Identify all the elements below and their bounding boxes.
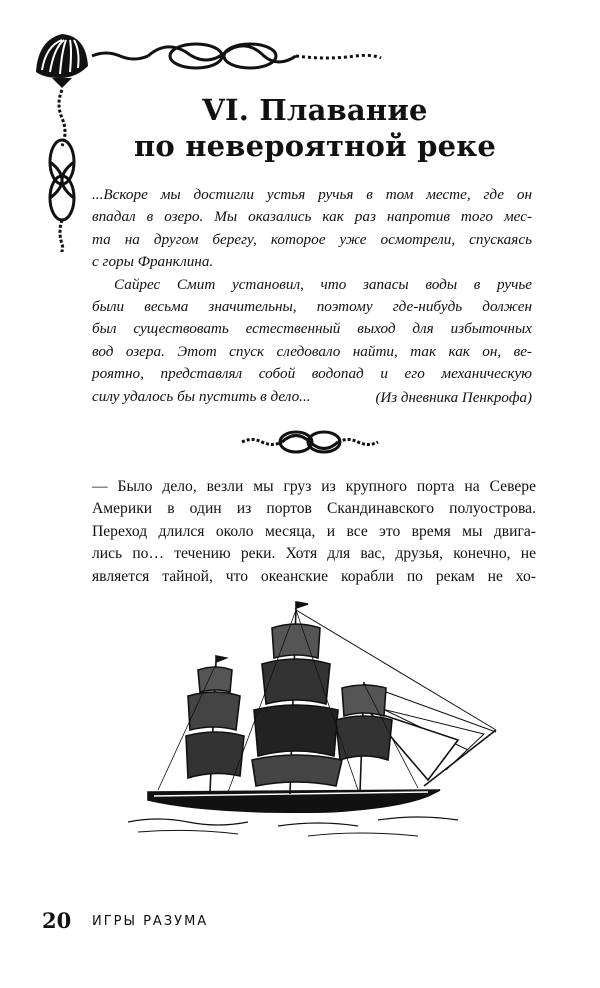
rope-divider-icon xyxy=(240,425,380,459)
body-line: Переход длился около месяца, и все это время мы двига- xyxy=(92,522,536,540)
epigraph-line: Сайрес Смит установил, что запасы воды в ручье xyxy=(114,275,532,293)
chapter-title-line-2: по невероятной реке xyxy=(133,129,497,163)
chapter-title-line-1: VI. Плавание xyxy=(202,93,428,127)
body-line: лись по… течению реки. Хотя для вас, друзья, конечно, не xyxy=(92,545,536,563)
body-line: Америки в один из портов Скандинавского полуострова. xyxy=(92,500,536,518)
epigraph-line: силу удалось бы пустить в дело... xyxy=(92,387,311,405)
epigraph-line: роятно, представлял собой водопад и его механическую xyxy=(92,365,532,383)
epigraph-source: (Из дневника Пенкрофа) xyxy=(375,390,532,406)
epigraph-line: был существовать естественный выход для избыточных xyxy=(92,320,532,338)
epigraph-line: были весьма значительны, поэтому где-нибудь должен xyxy=(92,298,532,316)
epigraph-line: та на другом берегу, которое уже осмотрели, спускаясь xyxy=(92,230,532,248)
epigraph-line: с горы Франклина. xyxy=(92,253,214,271)
body-text xyxy=(92,476,536,588)
vertical-rope-icon xyxy=(50,90,74,252)
epigraph-line: впадал в озеро. Мы оказались как раз напротив того мес- xyxy=(92,208,532,226)
sailing-ship-illustration xyxy=(128,600,498,850)
epigraph-line: вод озера. Этот спуск следовало найти, так как он, ве- xyxy=(92,342,532,360)
shell-icon xyxy=(36,34,88,88)
horizontal-rope-icon xyxy=(92,44,381,68)
page-number: 20 xyxy=(42,908,72,933)
chapter-title xyxy=(120,92,510,164)
body-line: является тайной, что океанские корабли по рекам не хо- xyxy=(92,567,536,585)
epigraph xyxy=(92,184,532,408)
running-footer-title: ИГРЫ РАЗУМА xyxy=(92,914,209,929)
body-line: — Было дело, везли мы груз из крупного порта на Севере xyxy=(92,478,536,495)
epigraph-line: ...Вскоре мы достигли устья ручья в том месте, где он xyxy=(92,186,532,203)
